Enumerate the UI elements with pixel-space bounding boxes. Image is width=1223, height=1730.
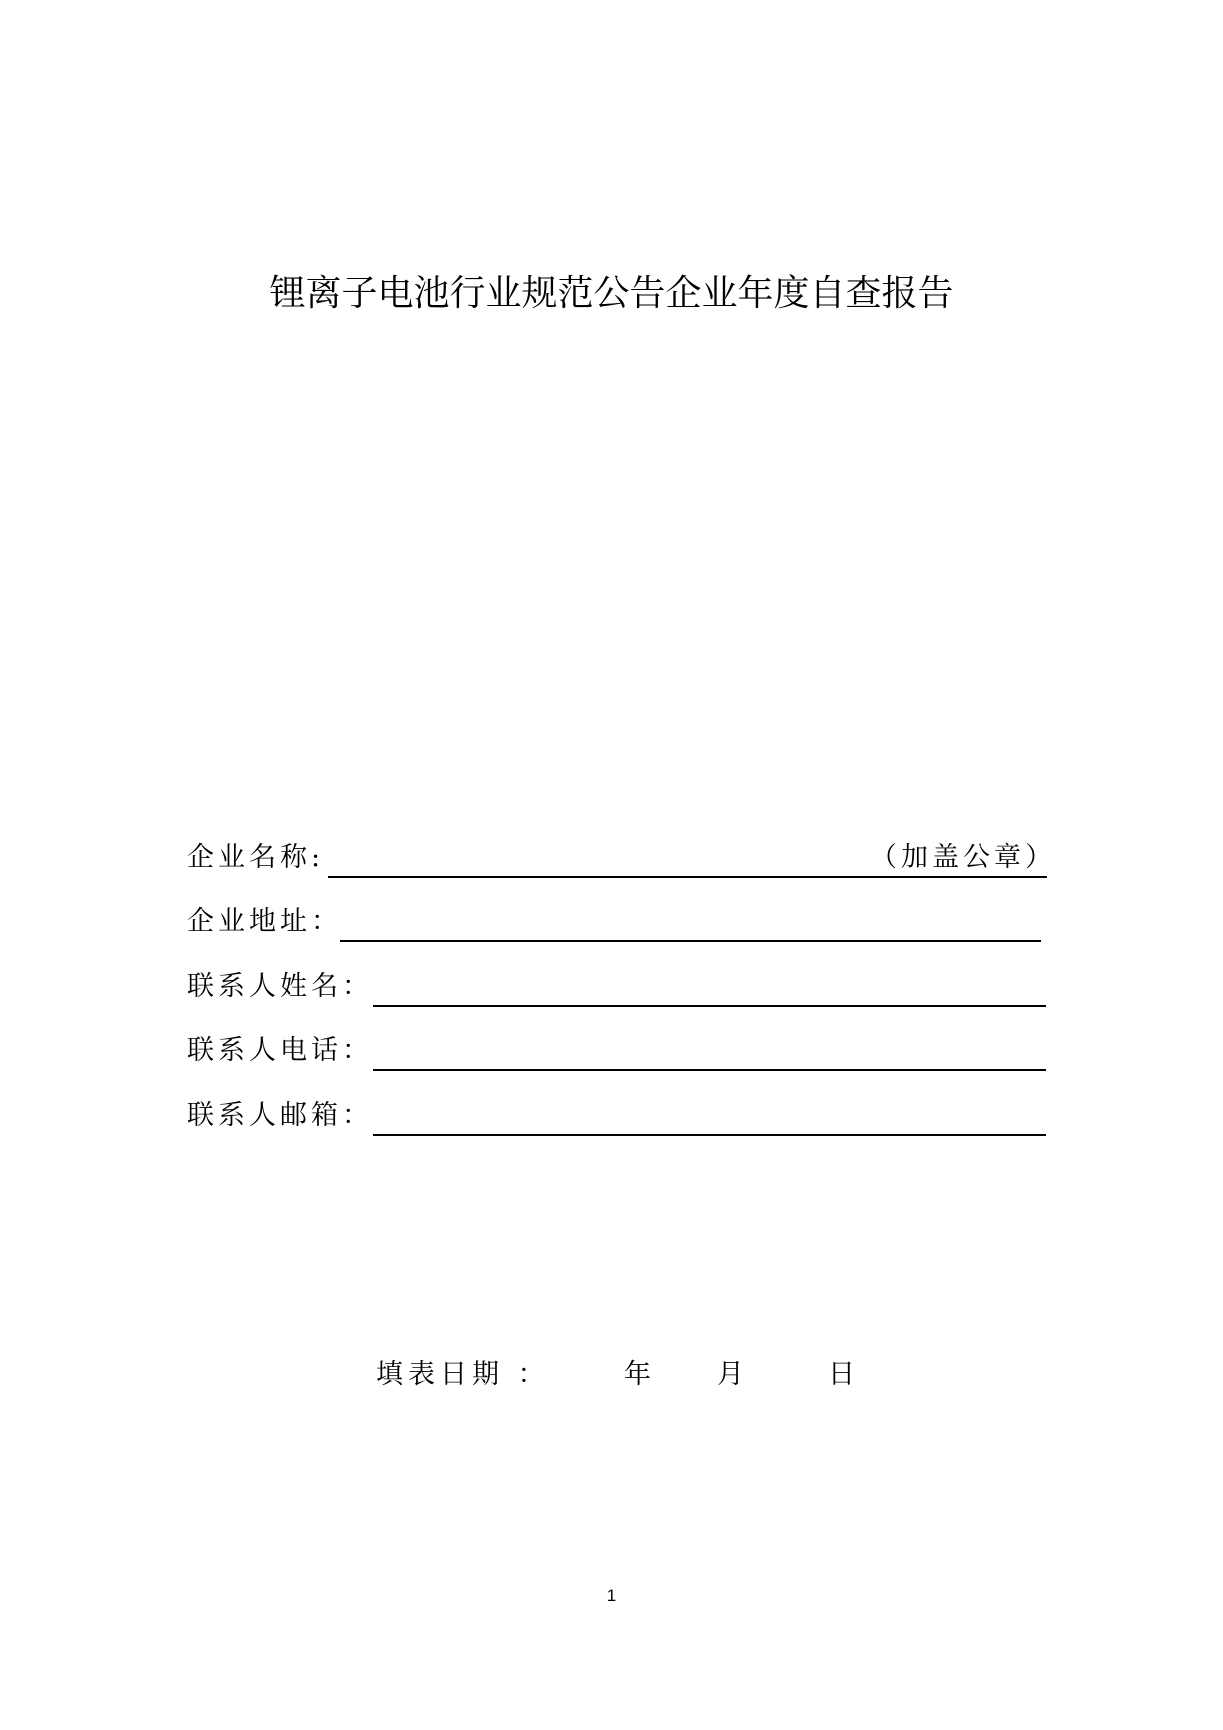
contact-email-label: 联系人邮箱： — [187, 1100, 373, 1131]
company-name-label: 企业名称: — [187, 842, 325, 873]
contact-phone-label: 联系人电话： — [187, 1035, 373, 1066]
company-address-input-line[interactable] — [340, 940, 1041, 942]
contact-name-input-line[interactable] — [373, 1005, 1046, 1007]
company-address-label: 企业地址： — [187, 906, 342, 937]
contact-email-field — [187, 1092, 1047, 1136]
page-number: 1 — [606, 1586, 617, 1605]
company-name-input-line[interactable] — [328, 876, 1047, 878]
fill-date-day-label: 日 — [828, 1359, 855, 1390]
fill-date-month-label: 月 — [717, 1359, 744, 1390]
fill-date-row — [0, 1355, 1223, 1399]
document-title: 锂离子电池行业规范公告企业年度自查报告 — [269, 273, 954, 314]
fill-date-year-label: 年 — [624, 1359, 651, 1390]
contact-name-label: 联系人姓名： — [187, 971, 373, 1002]
contact-name-field — [187, 963, 1047, 1007]
company-seal-note: （加盖公章） — [870, 842, 1056, 873]
fill-date-label: 填表日期 ： — [376, 1359, 550, 1390]
contact-email-input-line[interactable] — [373, 1134, 1046, 1136]
company-address-field — [187, 898, 1047, 942]
contact-phone-input-line[interactable] — [373, 1069, 1046, 1071]
company-name-field — [187, 834, 1056, 878]
contact-phone-field — [187, 1027, 1047, 1071]
